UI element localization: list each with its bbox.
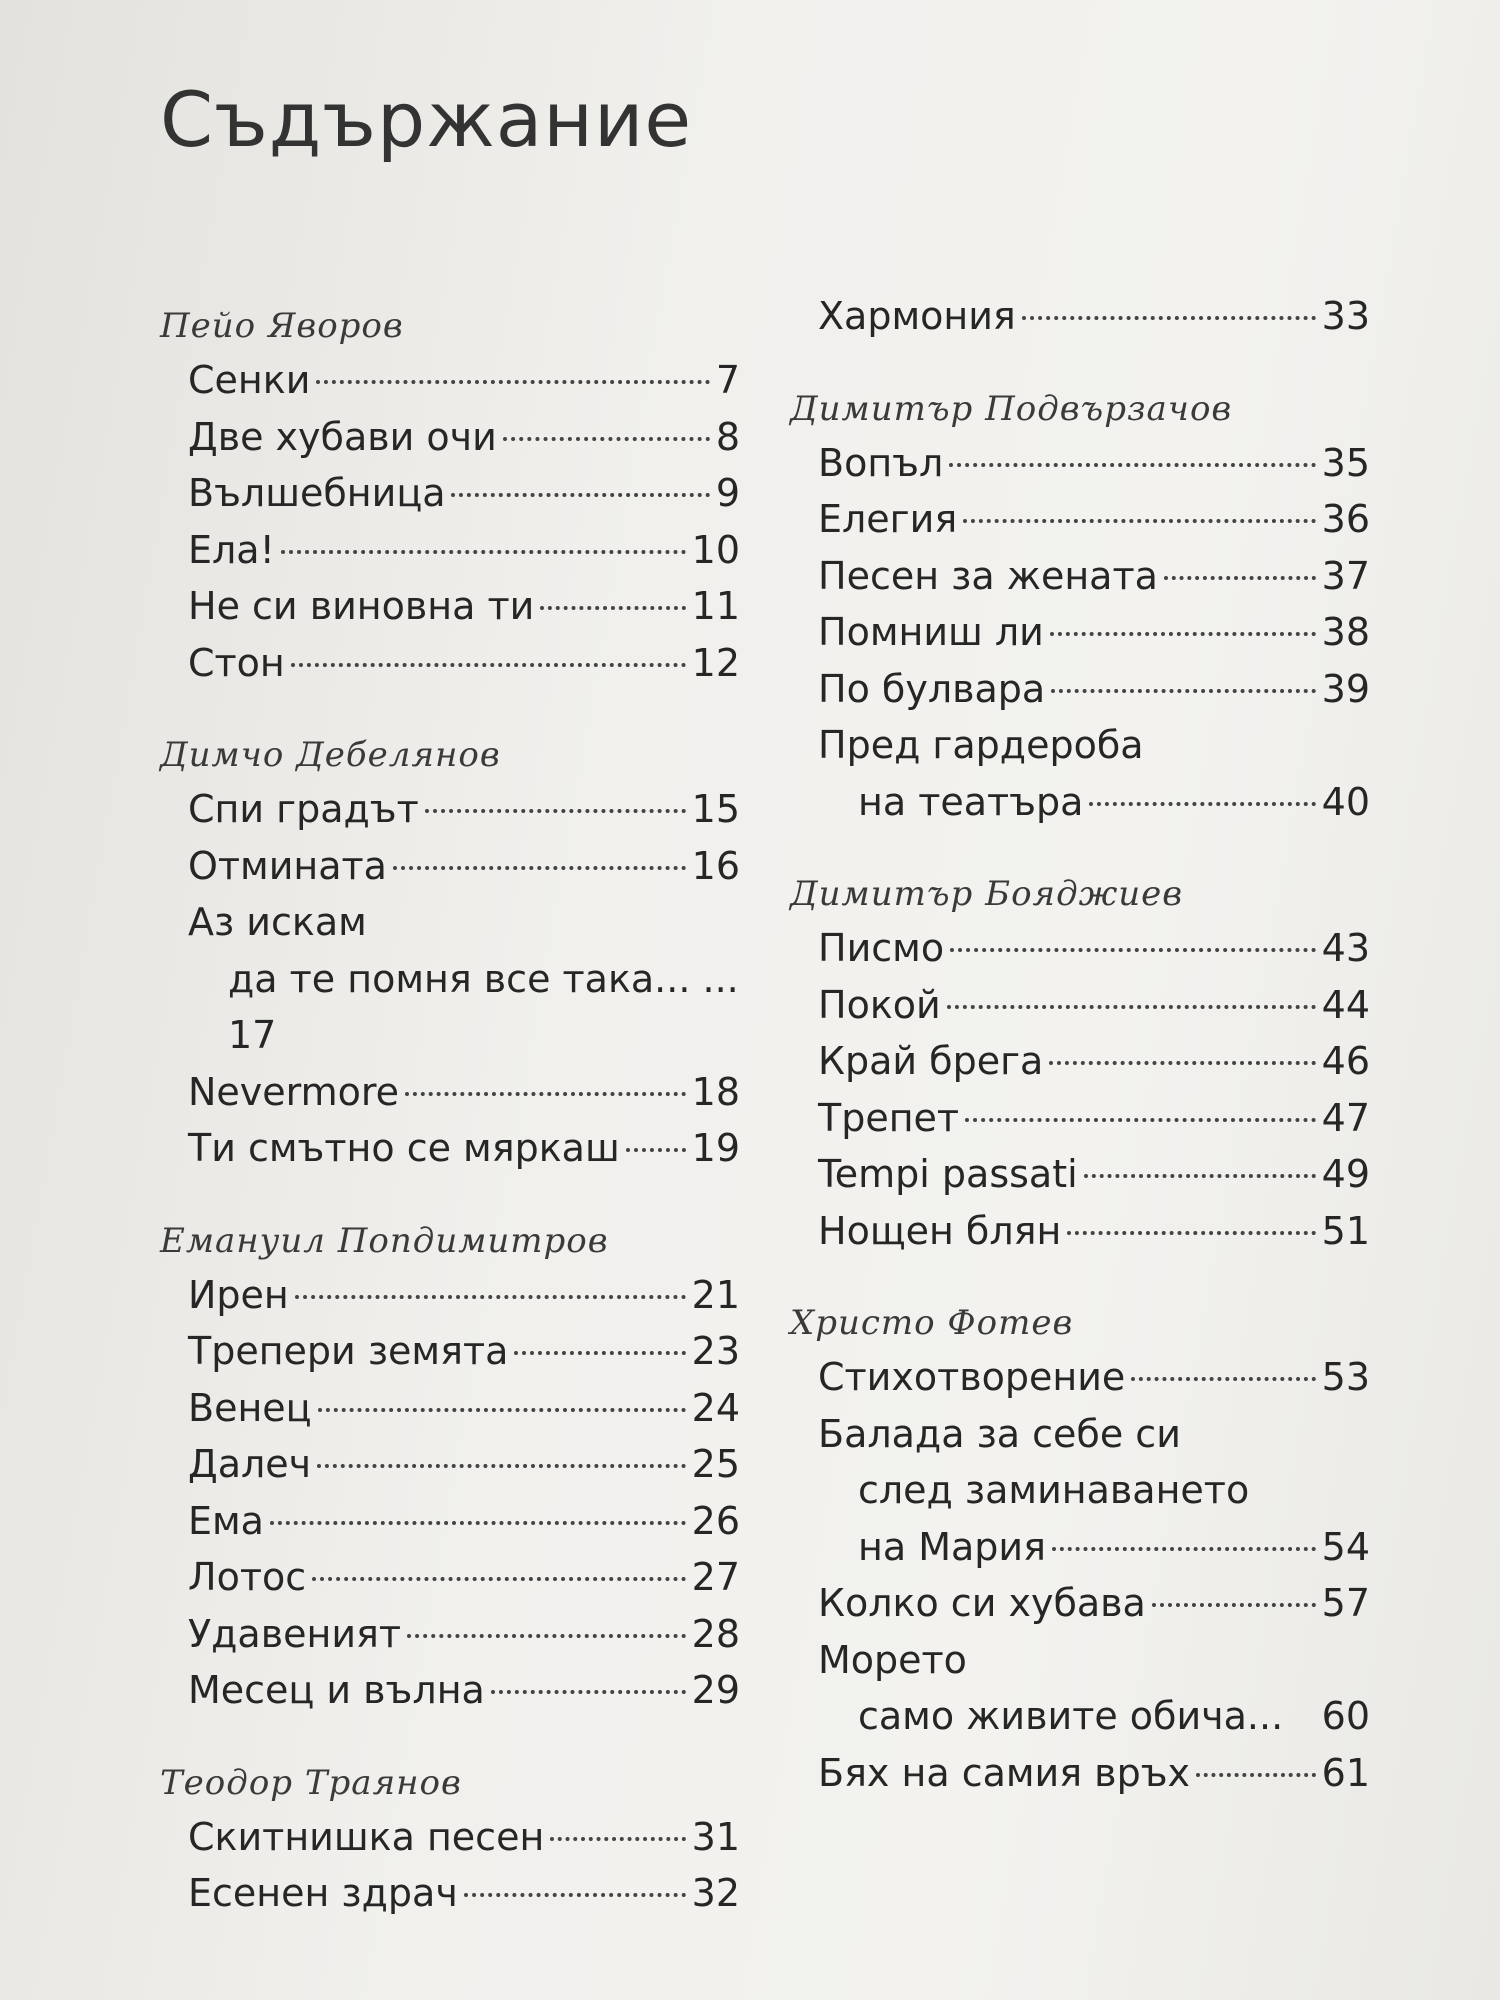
toc-entry[interactable]: [160, 1323, 740, 1380]
leader-dots: [950, 948, 1316, 952]
author-name: Димитър Бояджиев: [790, 874, 1184, 914]
toc-entry[interactable]: [790, 920, 1370, 977]
leader-dots: [626, 1148, 686, 1152]
page-number: 17: [228, 1013, 277, 1057]
leader-dots: [1164, 576, 1316, 580]
page-number: 7: [715, 358, 740, 402]
toc-entry[interactable]: [160, 838, 740, 895]
page-number: 46: [1321, 1039, 1370, 1083]
toc-entry-title-line: Морето: [818, 1637, 967, 1682]
toc-entry[interactable]: [160, 578, 740, 635]
leader-dots: [1067, 1231, 1315, 1235]
toc-entry[interactable]: [790, 548, 1370, 605]
leader-dots: [1022, 316, 1316, 320]
page-number: 49: [1321, 1152, 1370, 1196]
toc-entry[interactable]: [790, 288, 1370, 345]
toc-entry[interactable]: [790, 1090, 1370, 1147]
toc-entry-title: Две хубави очи: [188, 414, 497, 459]
toc-left-column: [160, 300, 740, 1960]
leader-dots: [464, 1893, 686, 1897]
page-number: 53: [1321, 1355, 1370, 1399]
toc-entry-title: на театъра: [858, 779, 1084, 824]
leader-dots: [1051, 689, 1315, 693]
page-number: 21: [691, 1272, 740, 1317]
toc-entry[interactable]: [160, 1267, 740, 1324]
toc-entry-title-line: Пред гардероба: [818, 723, 1144, 767]
toc-entry[interactable]: [160, 409, 740, 466]
leader-dots: [291, 663, 686, 667]
toc-entry[interactable]: [790, 435, 1370, 492]
author-section: [160, 729, 740, 1177]
page-number: 57: [1321, 1581, 1370, 1625]
author-section: [160, 1757, 740, 1922]
page-number: 54: [1321, 1524, 1370, 1569]
leader-dots: [1084, 1174, 1316, 1178]
page-number: 15: [691, 787, 740, 831]
page-number: 36: [1321, 497, 1370, 541]
page-number: 25: [691, 1442, 740, 1486]
leader-dots: [316, 380, 709, 384]
toc-entry-title: Сенки: [188, 358, 311, 402]
toc-entry[interactable]: [790, 1688, 1370, 1745]
author-section: [790, 868, 1370, 1259]
leader-dots: [407, 1634, 686, 1638]
page-number: 32: [691, 1871, 740, 1915]
leader-dots: [491, 1690, 686, 1694]
toc-entry-title-line: след заминаването: [858, 1468, 1250, 1512]
toc-entry[interactable]: [160, 1549, 740, 1606]
toc-entry[interactable]: [790, 1575, 1370, 1632]
leader-dots: [270, 1521, 686, 1525]
toc-entry[interactable]: [160, 1493, 740, 1550]
toc-entry[interactable]: [160, 1809, 740, 1866]
toc-entry-title: Отмината: [188, 843, 387, 888]
page-number: 60: [1321, 1694, 1370, 1738]
toc-entry[interactable]: [790, 977, 1370, 1034]
leader-dots: [514, 1351, 685, 1355]
author-section: [790, 1297, 1370, 1801]
toc-entry-title: Ирен: [188, 1272, 289, 1317]
toc-entry-title: само живите обича...: [858, 1694, 1284, 1738]
leader-dots: [425, 809, 686, 813]
toc-entry[interactable]: [790, 1203, 1370, 1260]
page-number: 10: [691, 527, 740, 572]
toc-entry-title: Стон: [188, 640, 285, 685]
page-number: 29: [691, 1668, 740, 1712]
leader-dots: [1131, 1377, 1315, 1381]
toc-entry-title: Покой: [818, 982, 941, 1027]
toc-entry[interactable]: [790, 661, 1370, 718]
page-number: 51: [1321, 1208, 1370, 1253]
toc-entry[interactable]: [160, 522, 740, 579]
leader-dots: [949, 463, 1315, 467]
leader-dots: [318, 1408, 686, 1412]
toc-entry[interactable]: [790, 774, 1370, 831]
toc-entry-title: Бях на самия връх: [818, 1750, 1191, 1795]
leader-dots: [393, 866, 686, 870]
author-name: Димитър Подвързачов: [790, 388, 1233, 429]
toc-entry[interactable]: [790, 1519, 1370, 1576]
toc-entry[interactable]: [160, 352, 740, 409]
toc-entry[interactable]: [790, 1146, 1370, 1203]
page-number: 16: [691, 843, 740, 888]
page-number: 9: [715, 471, 740, 515]
page-number: 28: [691, 1611, 740, 1656]
page-number: 35: [1321, 440, 1370, 485]
toc-entry[interactable]: [160, 1662, 740, 1719]
toc-entry[interactable]: [160, 951, 740, 1008]
leader-dots: [281, 550, 686, 554]
toc-entry-title: Песен за жената: [818, 553, 1158, 598]
toc-entry-title: Не си виновна ти: [188, 584, 535, 628]
page-number: 40: [1321, 779, 1370, 824]
author-name: Димчо Дебелянов: [160, 735, 501, 775]
leader-dots: [1050, 632, 1316, 636]
toc-entry[interactable]: [790, 1033, 1370, 1090]
leader-dots: [405, 1092, 686, 1096]
page-number: 39: [1321, 666, 1370, 711]
toc-entry-title-line: Балада за себе си: [818, 1411, 1181, 1456]
leader-dots: [451, 493, 709, 497]
page-number: 37: [1321, 553, 1370, 598]
page-number: 26: [691, 1498, 740, 1543]
author-section: [160, 300, 740, 691]
toc-entry-title: да те помня все така... ...: [228, 956, 739, 1001]
toc-entry-title: Далеч: [188, 1442, 312, 1486]
toc-entry-title: Месец и вълна: [188, 1668, 485, 1712]
toc-entry-title: Nevermore: [188, 1069, 400, 1114]
toc-entry-title: на Мария: [858, 1524, 1046, 1569]
toc-entry-title: Вопъл: [818, 440, 944, 485]
leader-dots: [550, 1837, 685, 1841]
toc-entry-title: Писмо: [818, 926, 945, 970]
leader-dots: [503, 437, 710, 441]
page-number: 27: [691, 1555, 740, 1599]
leader-dots: [1052, 1547, 1316, 1551]
author-section: [790, 383, 1370, 831]
toc-entry-title: Скитнишка песен: [188, 1814, 545, 1859]
page-number: 19: [691, 1126, 740, 1170]
author-name: Теодор Траянов: [160, 1762, 462, 1803]
toc-entry-title: Tempi passati: [818, 1152, 1078, 1196]
toc-entry[interactable]: [160, 1120, 740, 1177]
toc-entry-title: Край брега: [818, 1039, 1044, 1083]
toc-entry-title: Трепет: [818, 1095, 960, 1140]
leader-dots: [947, 1005, 1316, 1009]
author-name: Христо Фотев: [790, 1303, 1074, 1343]
toc-entry[interactable]: [160, 1865, 740, 1922]
toc-entry-title: Колко си хубава: [818, 1581, 1146, 1625]
toc-entry[interactable]: [160, 1436, 740, 1493]
leader-dots: [963, 519, 1315, 523]
page-number: 33: [1321, 294, 1370, 338]
page-number: 18: [691, 1069, 740, 1114]
toc-entry-title: Ела!: [188, 527, 275, 572]
author-section: [790, 288, 1370, 345]
toc-entry[interactable]: [160, 635, 740, 692]
page-number: 11: [691, 584, 740, 628]
leader-dots: [540, 606, 685, 610]
page-number: 38: [1321, 610, 1370, 654]
toc-entry-title: По булвара: [818, 666, 1046, 711]
leader-dots: [295, 1295, 686, 1299]
toc-entry-title: Удавеният: [188, 1611, 402, 1656]
leader-dots: [312, 1577, 686, 1581]
toc-right-column: [790, 288, 1370, 1839]
toc-entry[interactable]: [160, 781, 740, 838]
leader-dots: [1089, 802, 1315, 806]
toc-entry[interactable]: [790, 1349, 1370, 1406]
page-number: 24: [691, 1385, 740, 1430]
toc-entry[interactable]: [160, 1380, 740, 1437]
author-name: Емануил Попдимитров: [160, 1220, 609, 1261]
page-number: 61: [1321, 1750, 1370, 1795]
toc-entry[interactable]: [790, 1745, 1370, 1802]
toc-entry-title: Венец: [188, 1385, 312, 1430]
toc-entry[interactable]: [790, 604, 1370, 661]
toc-entry-title: Елегия: [818, 497, 958, 541]
leader-dots: [1152, 1603, 1316, 1607]
page-title: Съдържание: [160, 75, 693, 164]
page-number: 43: [1321, 926, 1370, 970]
toc-entry-title-line: Аз искам: [188, 900, 367, 944]
toc-entry-title: Вълшебница: [188, 471, 446, 515]
author-section: [160, 1215, 740, 1719]
page-number: 23: [691, 1329, 740, 1373]
author-name: Пейо Яворов: [160, 306, 404, 346]
toc-entry-title: Спи градът: [188, 787, 419, 831]
toc-entry[interactable]: [160, 1064, 740, 1121]
page-number: 47: [1321, 1095, 1370, 1140]
toc-entry[interactable]: [160, 465, 740, 522]
toc-entry-title: Помниш ли: [818, 610, 1044, 654]
leader-dots: [1049, 1061, 1315, 1065]
leader-dots: [965, 1118, 1316, 1122]
toc-entry-title: Хармония: [818, 294, 1016, 338]
toc-entry-title: Ти смътно се мяркаш: [188, 1126, 620, 1170]
leader-dots: [317, 1464, 686, 1468]
page-number: 44: [1321, 982, 1370, 1027]
page-number: 8: [715, 414, 740, 459]
page-number: 12: [691, 640, 740, 685]
toc-entry-title: Трепери земята: [188, 1329, 509, 1373]
toc-entry[interactable]: [160, 1606, 740, 1663]
toc-entry-title: Ема: [188, 1498, 264, 1543]
leader-dots: [1196, 1773, 1316, 1777]
toc-entry-title: Лотос: [188, 1555, 307, 1599]
toc-entry-title: Есенен здрач: [188, 1871, 458, 1915]
toc-entry-title: Нощен блян: [818, 1208, 1062, 1253]
page-number: 31: [691, 1814, 740, 1859]
toc-entry[interactable]: [790, 491, 1370, 548]
toc-entry-title: Стихотворение: [818, 1355, 1126, 1399]
